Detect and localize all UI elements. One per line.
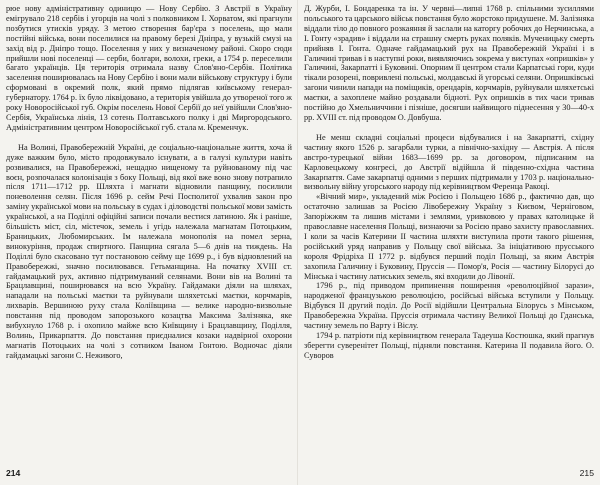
- page-number: 215: [579, 468, 594, 478]
- left-column: [6, 4, 292, 361]
- paragraph: Д. Журби, І. Бондаренка та ін. У червні—липні 1768 р. спільними зусиллями польського та царського військ повстання було жорстоко придушене. М. Залізняка віддали тіло до повного розкаяння й заслали на каторгу робочих до Нерчинська, а І. Гонту «зрадив» і віддали на страшну смерть руках поляків. Мученицьку смерть прийняв І. Гонта. Одначе гайдамацький рух на Правобережній Україні і в Галичині тривав і в наступні роки, виявляючись зокрема у виступах «опришків» у Галичині, Закарпатті і Буковині. Опорним її центром стали Карпатські гори, куди тікали розорені, повривлені польські, молдавські й угорські селяни. Опришківські загони чинили напади на поміщиків, орендарів, корчмарів, руйнували шляхетські маєтки, а захоплене майно роздавали біднотi. Рух опришків в тих часи тривав постійно до Хмельниччини і пізніше, досягши найвищого піднесення у 30—40-х рр. XVIII ст. під проводом О. Довбуша.: [304, 4, 594, 122]
- right-page: [304, 4, 594, 478]
- paragraph: Не менш складні соціальні процеси відбувалися і на Закарпатті, східну частину якого 1526 р. загарбали турки, а північно-західну — Австрія. А після австро-турецької війни 1683—1699 рр. за договором, підписаним на Карловецькому конгресі, до Австрії відійшла й південно-східна частина Закарпаття. Саме закарпатці одними з перших підтримали у 1703 р. національно-визвольну війну угорського народу під керівництвом Ференца Ракоці.: [304, 132, 594, 192]
- paragraph: На Волині, Правобережній Україні, де соціально-національне життя, хоча й дуже важким було, місто продовжувало існувати, а в галузі культури навіть розвивалися, на Правобережжі, нещадно нищеному та руйнованому під час воєн, розпочалася колонізація з боку Польщі, від якої вже воно знову потрапило після 1711—1712 рр. Шляхта і магнати відновили панщину, посилили поневолення селян. Після 1696 р. сейм Речі Посполитої ухвалив закон про заміну української мови на польську в судах і діловодстві польської мови замість української, а на Поділлі офіційні записи почали вестися латиною. Як і раніше, більшість міст, сіл, містечок, земель і угідь належала магнатам Потоцьким, Браницьких, Любомирських. Ім належала монополія на помел зерна, винокуріння, продаж спиртного. Панщина сягала 5—6 днів на тиждень. На Поділлі було скасовано тут постановою сейму ще 1699 р., і був відновлений на Правобережжі, значно посилювався. Гетьманщина. На початку XVIII ст. гайдамацький рух, активно підтримуваний селянами. Вони вів на Волині та Брацлавщині, поширювався на всю Україну. Гайдамаки діяли на шляхах, нападали на польські маєтки та руйнували шляхетські маєтки, корчмарів, лихварів. Вершиною руху стала Коліївщина — велике народно-визвольне повстання під проводом запорозького козацтва Максима Залізняка, яке вибухнуло 1768 р. і охопило майже всю Київщину і Брацлавщину, Поділля, Волинь, Прикарпаття. До повстання приєдналися козаки надвірної охорони магнатів Потоцьких на чолі з сотником Іваном Гонтою. Водночас діяли гайдамацькі загони С. Неживого,: [6, 142, 292, 360]
- right-column: [304, 4, 594, 361]
- paragraph: 1794 р. патріоти під керівництвом генерала Тадеуша Костюшка, який прагнув зберегти суверенітет Польщі, підняли повстання. Катерина ІІ подавила його. О. Суворов: [304, 331, 594, 360]
- paragraph: «Вічний мир», укладений між Росією і Польщею 1686 р., фактично дав, що остаточно залишав за Росією Лівобережну Україну з Києвом, Черніговом, Запоріжжям та лишив містами і землями, уривковою у правах католицьке й православне населення Польщі, визнаючи за Росією право захисту православних. І коли за часів Катерини ІІ частина шляхти виступила проти такого рішення, російський уряд направив у Польщу свої війська. За ініціативою прусського короля Фрідріха ІІ 1772 р. відбувся перший поділ Польщі, за яким Австрія захопила Галичину і Буковину, Пруссія — Помор'я, Росія — частину Білорусі до Мінська і частину латиських земель, які входили до Лівонії.: [304, 192, 594, 281]
- paragraph: 1796 р., під приводом припинення поширення «революційної зарази», народженої французькою революцією, російські війська вступили у Польщу. Відбувся ІІ другий поділ. До Росії відійшли Центральна Білорусь з Мінськом, Правобережна Україна. Пруссія отримала частину Великої Польщі до Гданська, частину земель по Варту і Віслу.: [304, 281, 594, 331]
- left-page: [6, 4, 292, 478]
- page-number: 214: [6, 468, 21, 478]
- paragraph: рюе нову адміністративну одиницю — Нову Сербію. З Австрії в Україну емігрувало 218 сербів і угорців на чолі з полковником І. Хорватом, які прагнули позбутися утисків уряду. З метою створення бар'єра з поселень, що мали постійні війська, вони поселилися на правому березі Дніпра, у вузькій смузі на захід від р. Дніпро тощо. Поселення у них у визначеному районі. Скоро сюди прийшли нові поселенці — серби, болгари, волохи, греки, а 1754 р. переселили багато українців. Ця територія отримала назву Слов'яно-Сербія. Політика заселення поширювалась на Нову Сербію і вони мали військову структуру і були сформовані в окремий полк, який прямо підлягав київському генерал-губернатору. 1764 р. їх було ліквідовано, а територія увійшла до утвореної того ж року Новоросійської губ. Окрім поселень Нової Сербії до неї увійшли Слов'яно-Сербія, Українська лінія, 13 сотень Полтавського полку і дві Миргородського. Адміністративним центром Новоросійської губ. стала м. Кременчук.: [6, 4, 292, 132]
- book-gutter: [297, 0, 298, 485]
